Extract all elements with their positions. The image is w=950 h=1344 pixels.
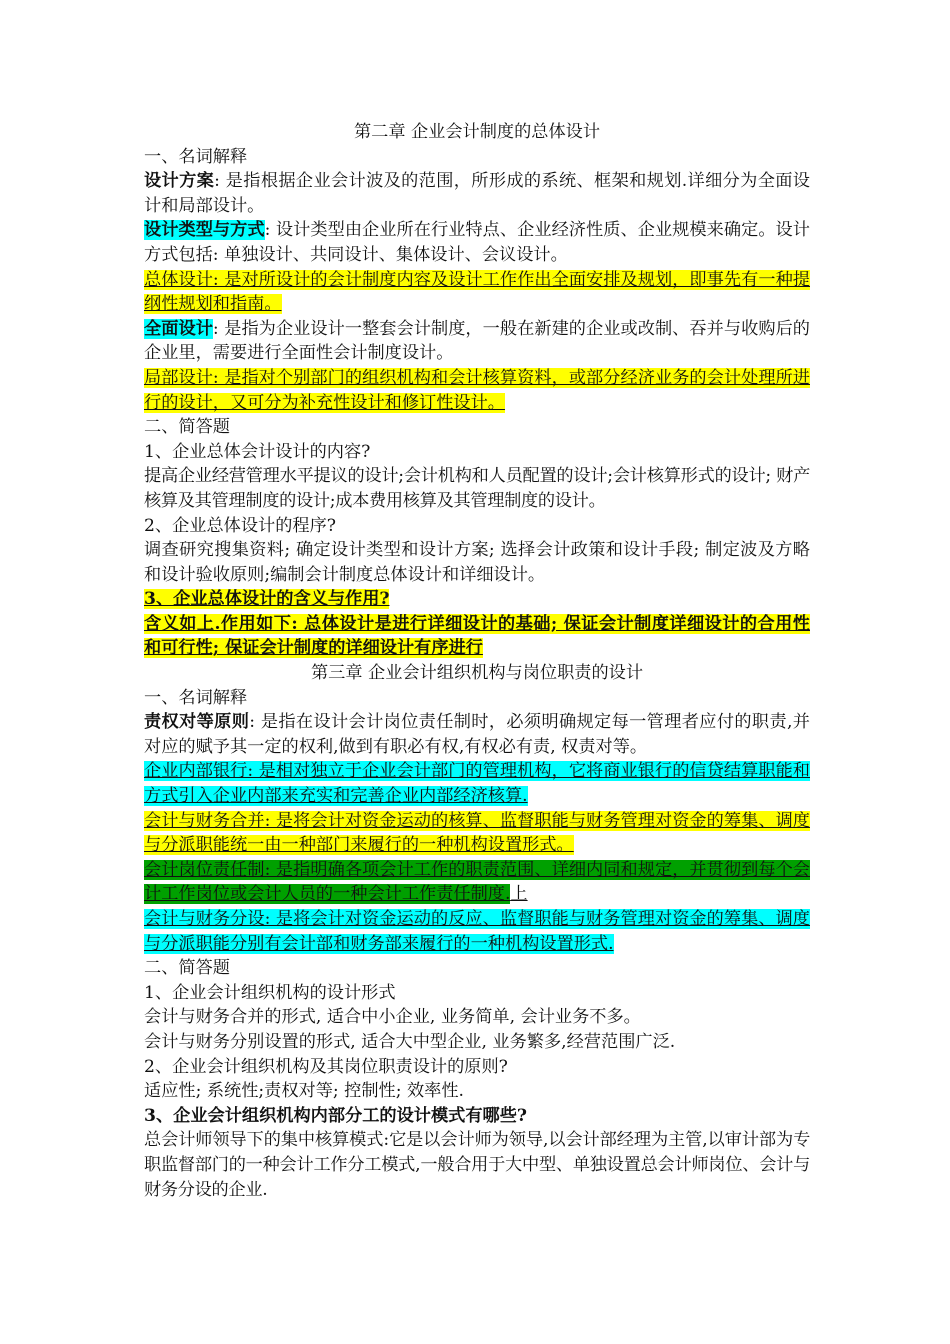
ch3-term-responsibility-principle [144, 710, 810, 759]
ch3-term-separate [144, 907, 810, 956]
term-label: 全面设计 [144, 318, 213, 339]
ch3-term-merge [144, 809, 810, 858]
term-label: 设计方案 [144, 171, 215, 192]
term-label: 设计类型与方式 [144, 220, 265, 241]
ch2-term-design-plan [144, 169, 810, 218]
ch3-term-post-responsibility [144, 858, 810, 907]
term-definition: : 是指在设计会计岗位责任制时，必须明确规定每一管理者应付的职责,并对应的赋予其一定的权利,做到有职必有权,有权必有责, 权责对等。 [144, 712, 810, 757]
highlighted-definition: 会计与财务分设: 是将会计对资金运动的反应、监督职能与财务管理对资金的筹集、调度与分派职能分别有会计部和财务部来履行的一种机构设置形式. [144, 909, 810, 954]
highlighted-definition: 局部设计: 是指对个别部门的组织机构和会计核算资料，或部分经济业务的会计处理所进行的设计，又可分为补充性设计和修订性设计。 [144, 367, 810, 413]
chapter3-title: 第三章 企业会计组织机构与岗位职责的设计 [310, 663, 644, 684]
ch2-answer-1: 提高企业经营管理水平提议的设计;会计机构和人员配置的设计;会计核算形式的设计; 财产核算及其管理制度的设计;成本费用核算及其管理制度的设计。 [144, 466, 810, 511]
term-definition: : 是指根据企业会计波及的范围，所形成的系统、框架和规划.详细分为全面设计和局部设计。 [144, 171, 810, 216]
ch3-question-3: 3、企业会计组织机构内部分工的设计模式有哪些? [144, 1105, 527, 1126]
ch3-answer-2: 适应性; 系统性;责权对等; 控制性; 效率性. [144, 1081, 465, 1102]
highlighted-definition: 企业内部银行: 是相对独立于企业会计部门的管理机构，它将商业银行的信贷结算职能和方式引入企业内部来充实和完善企业内部经济核算. [144, 761, 810, 807]
ch2-term-overall-design [144, 268, 810, 317]
document-page [144, 120, 810, 1202]
ch3-question-1: 1、企业会计组织机构的设计形式 [144, 982, 396, 1003]
ch2-section-terms: 一、名词解释 [144, 146, 248, 167]
ch2-question-2: 2、企业总体设计的程序? [144, 515, 337, 536]
ch3-question-2: 2、企业会计组织机构及其岗位职责设计的原则? [144, 1056, 508, 1077]
ch3-answer-3: 总会计师领导下的集中核算模式:它是以会计师为领导,以会计部经理为主管,以审计部为专职监督部门的一种会计工作分工模式,一般合用于大中型、单独设置总会计师岗位、会计与财务分设的企业. [144, 1130, 810, 1200]
ch3-section-questions: 二、简答题 [144, 958, 230, 979]
highlighted-definition: 会计与财务合并: 是将会计对资金运动的核算、监督职能与财务管理对资金的筹集、调度与分派职能统一由一种部门来履行的一种机构设置形式。 [144, 810, 810, 856]
ch2-answer-2: 调查研究搜集资料; 确定设计类型和设计方案; 选择会计政策和设计手段; 制定波及方略和设计验收原则;编制会计制度总体设计和详细设计。 [144, 540, 810, 585]
ch2-question-3 [144, 587, 810, 612]
ch3-term-internal-bank [144, 759, 810, 808]
term-label: 责权对等原则 [144, 712, 250, 733]
ch3-answer-1b: 会计与财务分别设置的形式, 适合大中型企业, 业务繁多,经营范围广泛. [144, 1031, 676, 1052]
ch3-answer-1a: 会计与财务合并的形式, 适合中小企业, 业务简单, 会计业务不多。 [144, 1007, 641, 1028]
ch3-section-terms: 一、名词解释 [144, 687, 248, 708]
chapter2-title: 第二章 企业会计制度的总体设计 [353, 122, 601, 142]
ch2-term-design-type [144, 218, 810, 267]
term-definition: : 是指为企业设计一整套会计制度，一般在新建的企业或改制、吞并与收购后的企业里，需要进行全面性会计制度设计。 [144, 318, 810, 364]
highlighted-definition: 总体设计: 是对所设计的会计制度内容及设计工作作出全面安排及规划，即事先有一种提纲性规划和指南。 [144, 269, 810, 315]
highlighted-question: 3、企业总体设计的含义与作用? [144, 589, 390, 610]
ch2-question-1: 1、企业总体会计设计的内容? [144, 441, 371, 462]
trailing-mark: 上 [510, 884, 528, 905]
ch2-section-questions: 二、简答题 [144, 417, 230, 438]
ch2-answer-3 [144, 612, 810, 661]
term-definition: : 设计类型由企业所在行业特点、企业经济性质、企业规模来确定。设计方式包括: 单独设计、共同设计、集体设计、会议设计。 [144, 220, 810, 265]
highlighted-answer: 含义如上.作用如下: 总体设计是进行详细设计的基础; 保证会计制度详细设计的合用性和可行性; 保证会计制度的详细设计有序进行 [144, 613, 810, 659]
ch2-term-full-design [144, 317, 810, 366]
highlighted-definition: 会计岗位责任制: 是指明确各项会计工作的职责范围、详细内同和规定，并贯彻到每个会计工作岗位或会计人员的一种会计工作责任制度. [144, 859, 810, 905]
ch2-term-partial-design [144, 366, 810, 415]
